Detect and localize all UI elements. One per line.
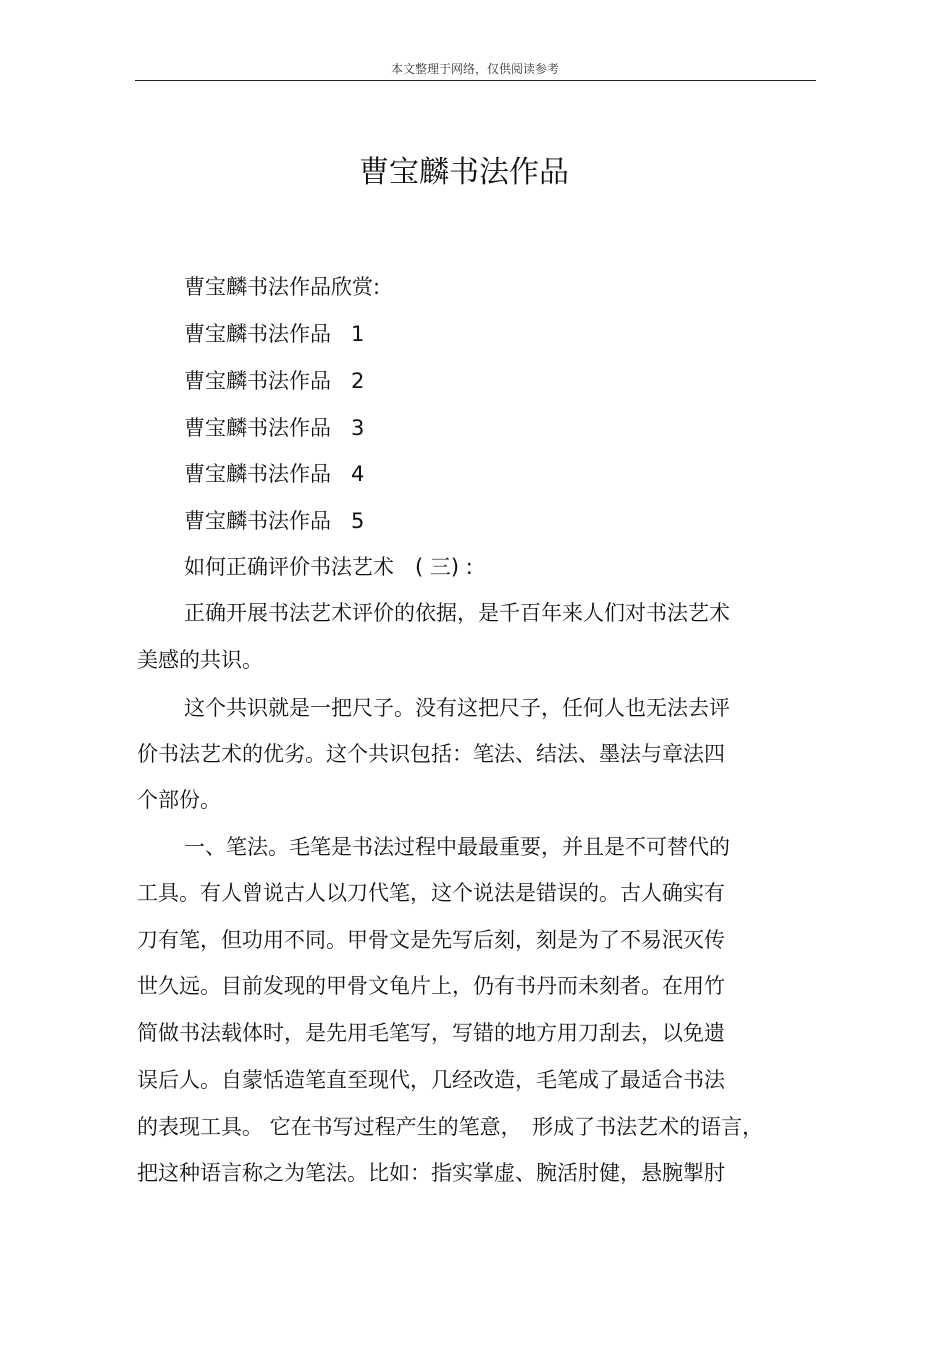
work-number: 1 [351, 322, 365, 346]
work-item [184, 366, 364, 396]
header-divider [135, 80, 816, 81]
body-line: 美感的共识。 [137, 648, 263, 672]
work-label: 曹宝麟书法作品 [184, 509, 331, 533]
work-label: 曹宝麟书法作品 [184, 416, 331, 440]
body-line: 误后人。自蒙恬造笔直至现代，几经改造，毛笔成了最适合书法 [137, 1068, 725, 1092]
work-label: 曹宝麟书法作品 [184, 462, 331, 486]
body-line: 价书法艺术的优劣。这个共识包括：笔法、结法、墨法与章法四 [137, 742, 725, 766]
body-line: 这个共识就是一把尺子。没有这把尺子，任何人也无法去评 [184, 696, 730, 720]
body-line: 一、笔法。毛笔是书法过程中最最重要，并且是不可替代的 [184, 835, 730, 859]
work-number: 2 [351, 369, 365, 393]
work-number: 3 [351, 416, 365, 440]
body-line: 把这种语言称之为笔法。比如：指实掌虚、腕活肘健，悬腕掣肘 [137, 1161, 725, 1185]
work-item [184, 459, 364, 489]
work-item [184, 506, 364, 536]
body-line: 工具。有人曾说古人以刀代笔，这个说法是错误的。古人确实有 [137, 881, 725, 905]
header-note: 本文整理于网络，仅供阅读参考 [390, 62, 559, 76]
work-label: 曹宝麟书法作品 [184, 369, 331, 393]
body-line: 正确开展书法艺术评价的依据，是千百年来人们对书法艺术 [184, 601, 730, 625]
work-item [184, 319, 364, 349]
section-heading: 如何正确评价书法艺术 ( 三) : [184, 555, 473, 579]
body-line: 的表现工具。 它在书写过程产生的笔意， 形成了书法艺术的语言， [137, 1115, 764, 1139]
intro-line: 曹宝麟书法作品欣赏: [184, 275, 381, 299]
work-item [184, 413, 364, 443]
body-line: 简做书法载体时，是先用毛笔写，写错的地方用刀刮去，以免遗 [137, 1021, 725, 1045]
body-line: 个部份。 [137, 788, 221, 812]
work-label: 曹宝麟书法作品 [184, 322, 331, 346]
body-line: 刀有笔，但功用不同。甲骨文是先写后刻，刻是为了不易泯灭传 [137, 928, 725, 952]
body-line: 世久远。目前发现的甲骨文龟片上，仍有书丹而未刻者。在用竹 [137, 974, 725, 998]
document-title: 曹宝麟书法作品 [359, 155, 569, 190]
work-number: 4 [351, 462, 365, 486]
work-number: 5 [351, 509, 365, 533]
